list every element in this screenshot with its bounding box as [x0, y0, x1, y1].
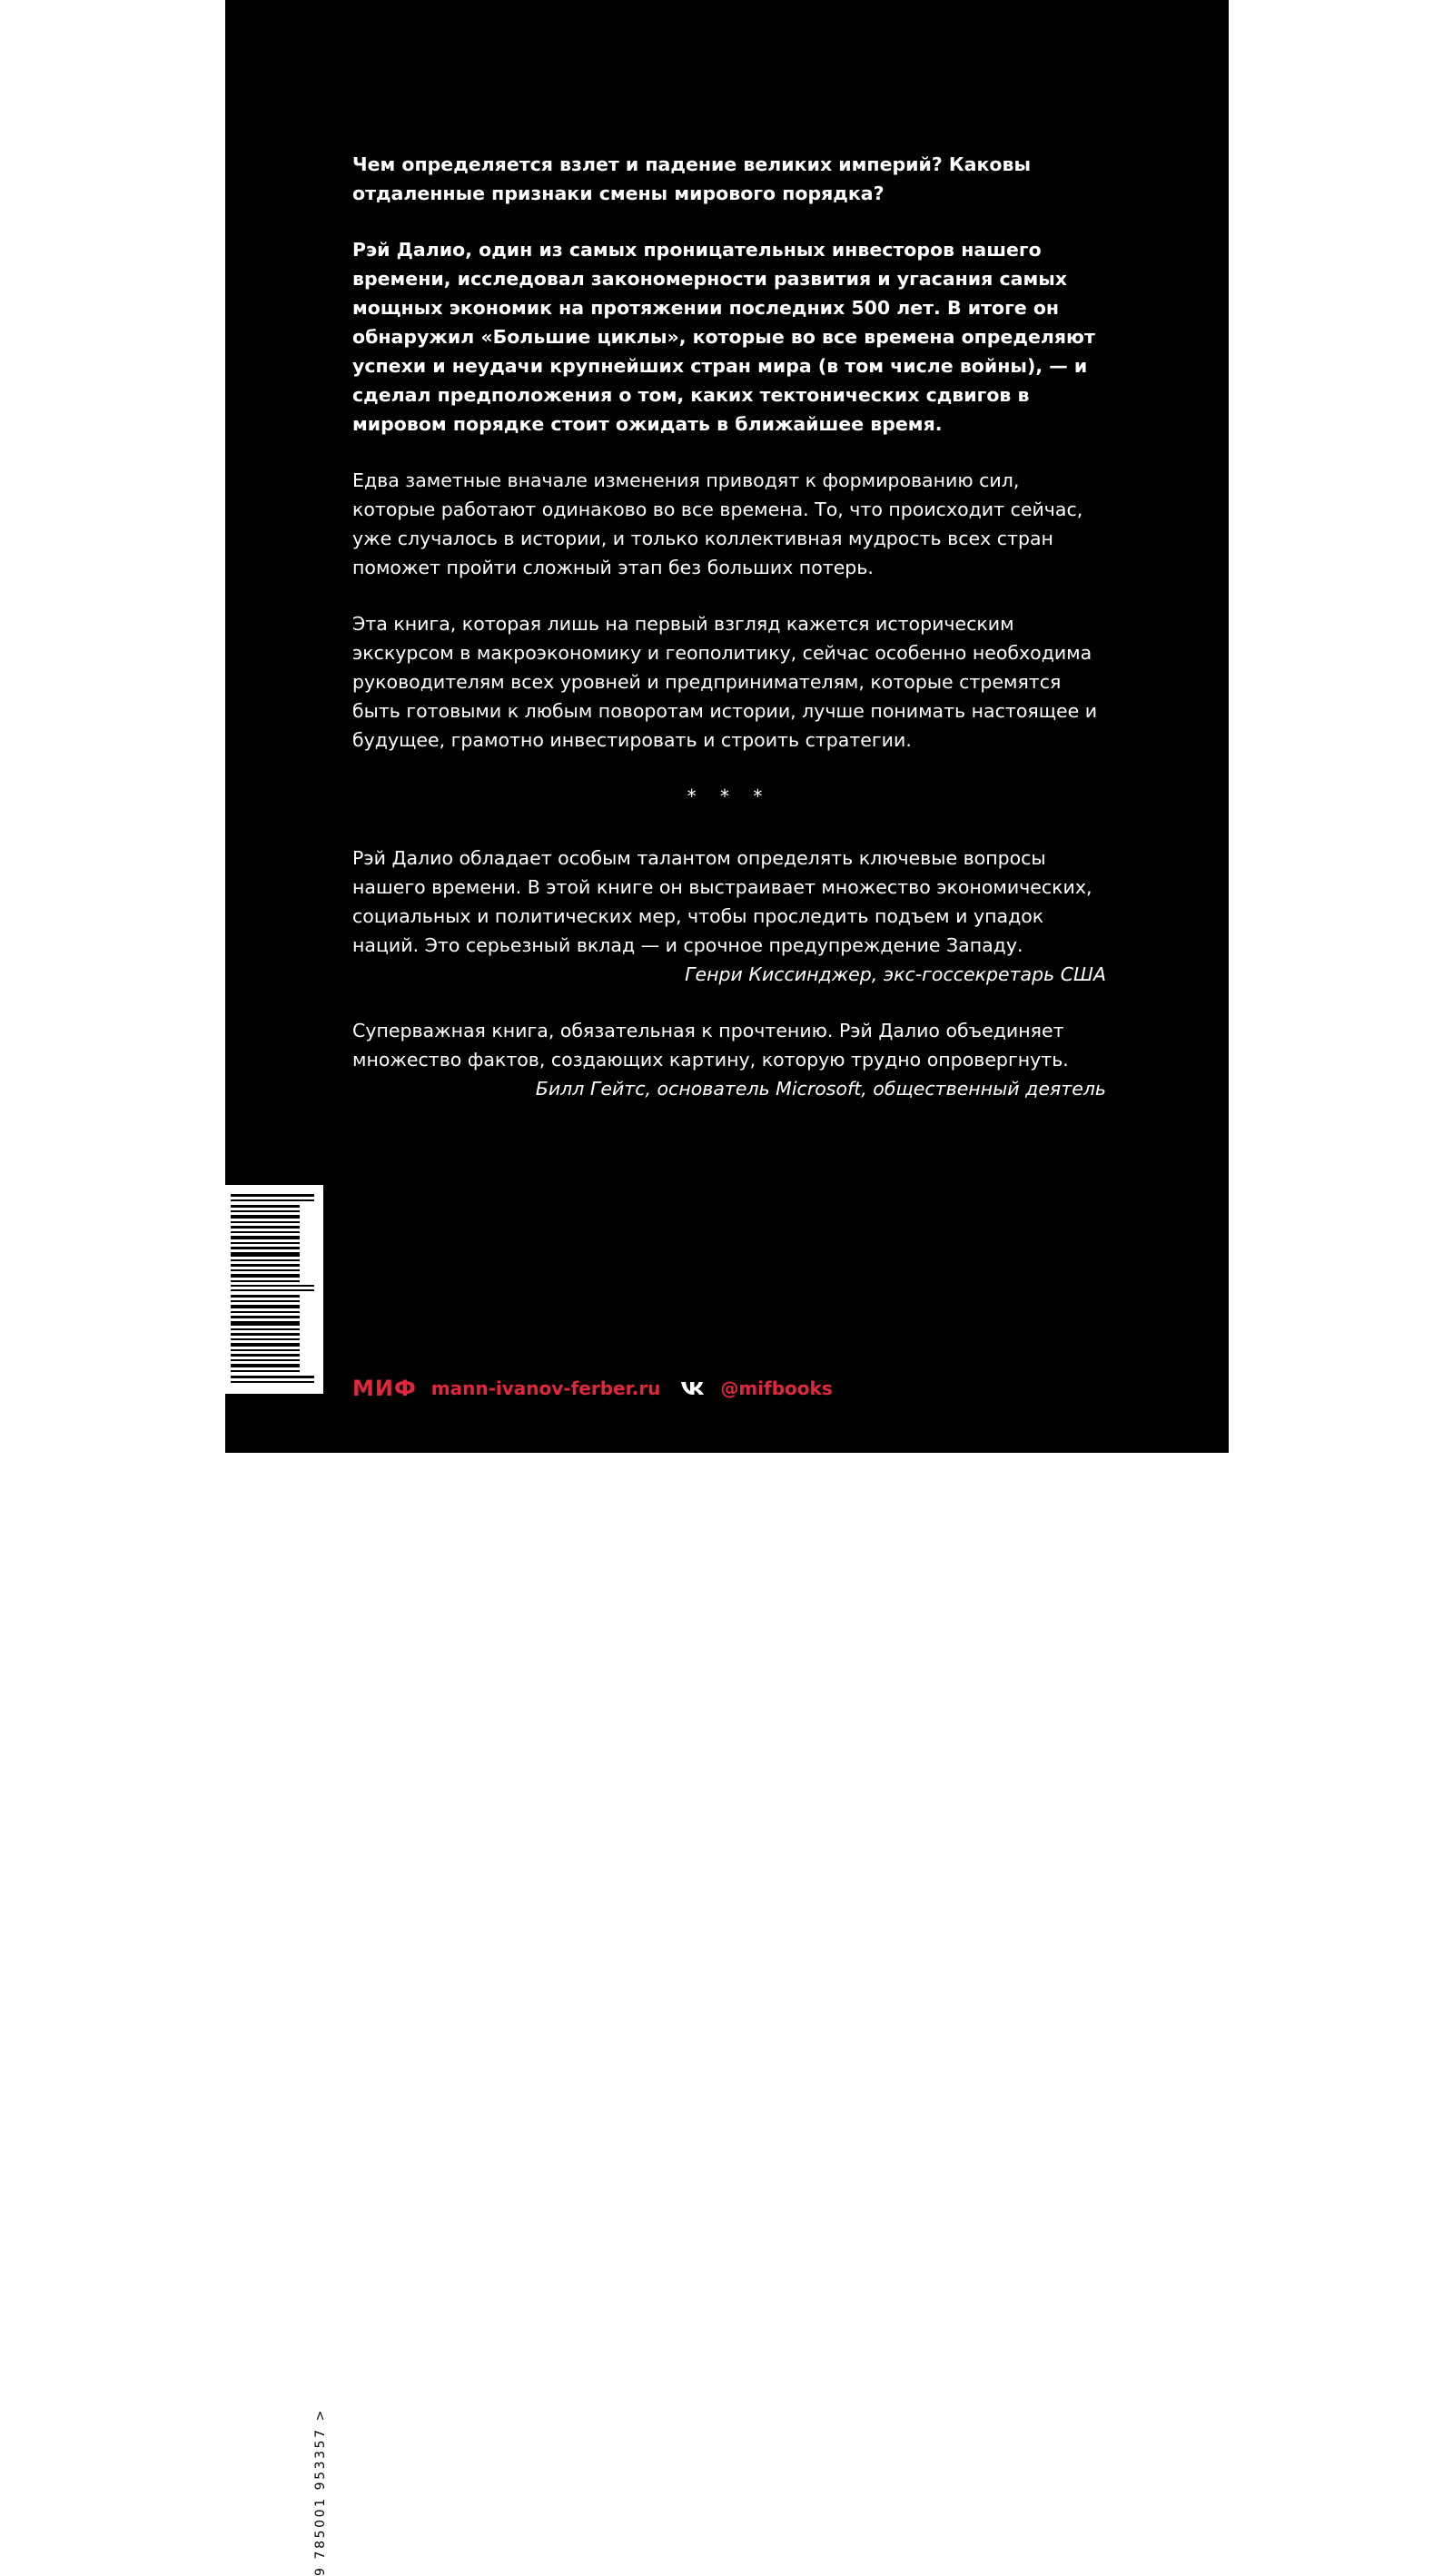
- body-paragraph-1: Едва заметные вначале изменения приводят к формированию сил, которые работают одинаково во все времена. То, что происходит сейчас, уже случалось в истории, и только коллективная мудрость всех стран поможет пройти сложный этап без больших потерь.: [352, 469, 1083, 578]
- vk-icon: [680, 1380, 707, 1397]
- quote-gates-author: Билл Гейтс, основатель Microsoft, общественный деятель: [535, 1078, 1106, 1100]
- quote-kissinger-text: Рэй Далио обладает особым талантом определять ключевые вопросы нашего времени. В этой книге он выстраивает множество экономических, социальных и политических мер, чтобы проследить подъем и упадок наций. Это серьезный вклад — и срочное предупреждение Западу.: [352, 847, 1092, 956]
- lead-description: Рэй Далио, один из самых проницательных инвесторов нашего времени, исследовал закономерности развития и угасания самых мощных экономик на протяжении последних 500 лет. В итоге он обнаружил «Большие циклы», которые во все времена определяют успехи и неудачи крупнейших стран мира (в том числе войны), — и сделал предположения о том, каких тектонических сдвигов в мировом порядке стоит ожидать в ближайшее время.: [352, 239, 1095, 435]
- social-handle: @mifbooks: [720, 1377, 833, 1399]
- cover-text-block: [352, 150, 1106, 1130]
- publisher-website: mann-ivanov-ferber.ru: [430, 1377, 661, 1399]
- publisher-logo: МИФ: [352, 1376, 417, 1401]
- barcode-digits: 9 785001 953357 >: [313, 2407, 328, 2576]
- quote-gates-text: Суперважная книга, обязательная к прочтению. Рэй Далио объединяет множество фактов, создающих картину, которую трудно опровергнуть.: [352, 1020, 1069, 1071]
- back-cover: [225, 0, 1229, 1453]
- lead-question: Чем определяется взлет и падение великих империй? Каковы отдаленные признаки смены мирового порядка?: [352, 153, 1032, 204]
- publisher-footer: [352, 1373, 833, 1404]
- body-paragraph-2: Эта книга, которая лишь на первый взгляд кажется историческим экскурсом в макроэкономику и геополитику, сейчас особенно необходима руководителям всех уровней и предпринимателям, которые стремятся быть готовыми к любым поворотам истории, лучше понимать настоящее и будущее, грамотно инвестировать и строить стратегии.: [352, 613, 1098, 751]
- section-separator: * * *: [687, 785, 772, 807]
- quote-kissinger-author: Генри Киссинджер, экс-госсекретарь США: [685, 963, 1106, 985]
- isbn-barcode: [225, 1185, 328, 2576]
- barcode-bars: [225, 1185, 323, 1394]
